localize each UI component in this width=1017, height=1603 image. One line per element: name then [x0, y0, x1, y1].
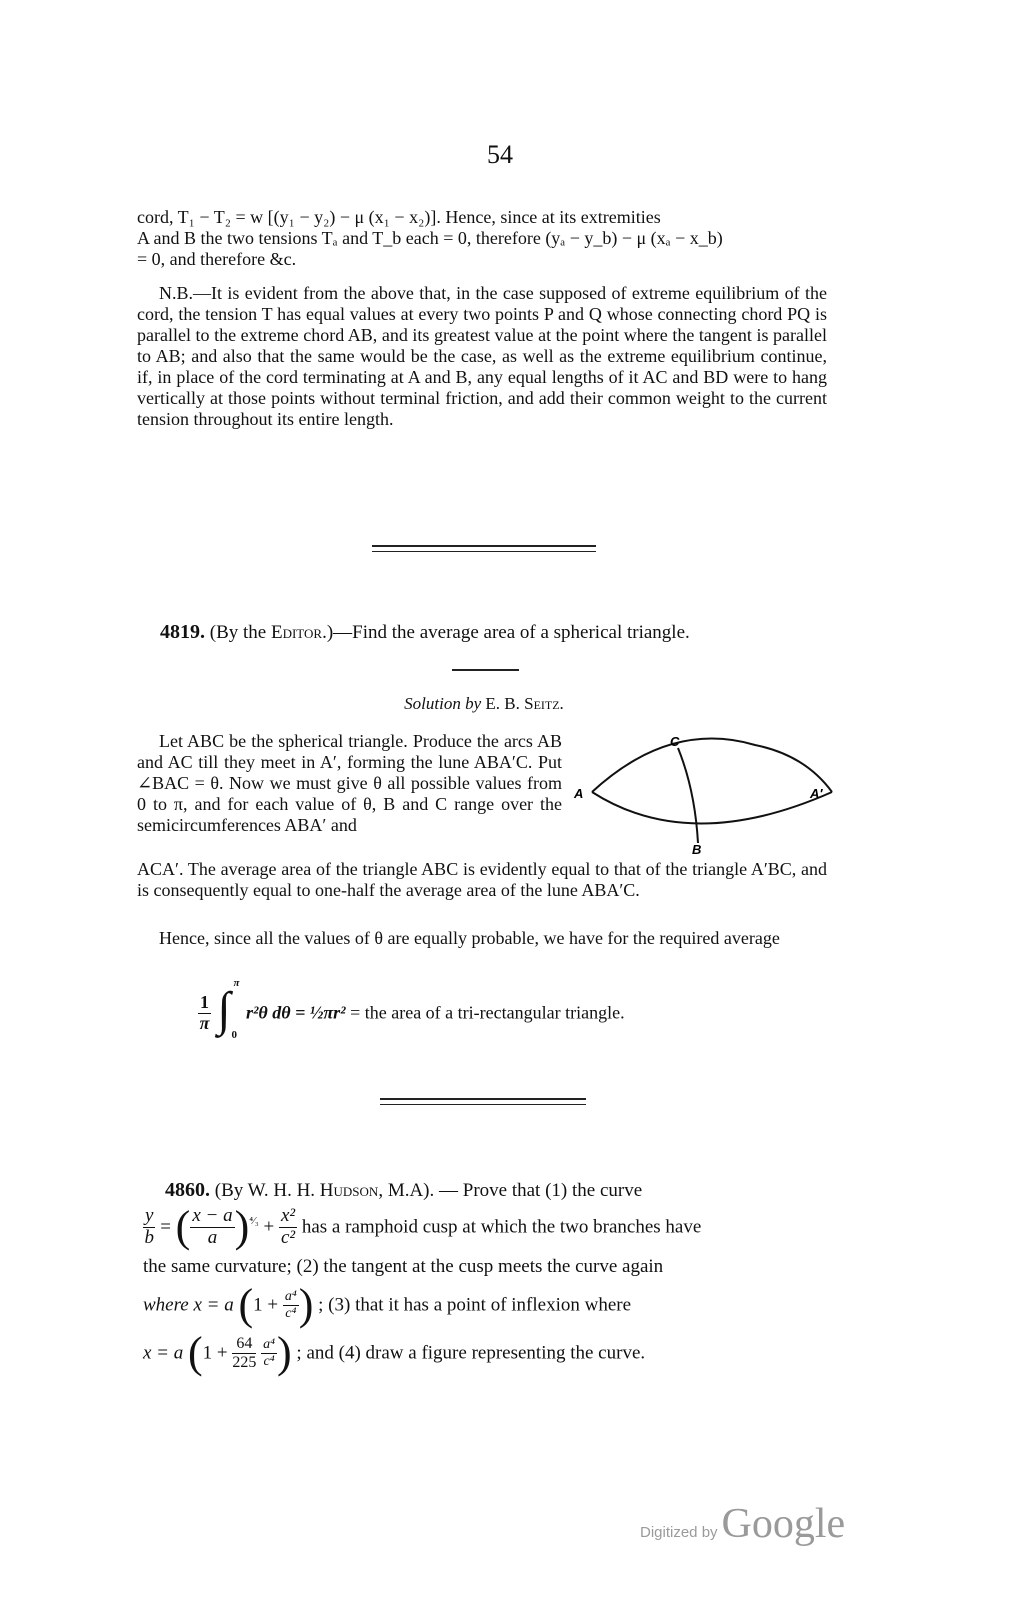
problem-line-2: the same curvature; (2) the tangent at the cusp meets the curve again [143, 1256, 664, 1277]
lower-arc [592, 792, 832, 824]
author: Editor [270, 622, 323, 643]
text-line: A and B the two tensions Tₐ and T_b each = 0, therefore (yₐ − y_b) − μ (xₐ − x_b) [137, 228, 723, 248]
section-separator [372, 545, 596, 552]
by-label: (By W. H. H. [214, 1180, 320, 1201]
solution-paragraph-2: Hence, since all the values of θ are equally probable, we have for the required average [159, 928, 780, 948]
label-a: A [574, 786, 584, 801]
author: Hudson [319, 1180, 379, 1201]
solution-credit [0, 694, 968, 714]
problem-number: 4819. [160, 621, 205, 643]
google-logo: Google [721, 1501, 846, 1547]
problem-statement: , M.A). — Prove that (1) the curve [378, 1180, 643, 1201]
curve-equation-line: $\frac{y}{b}$ = ( $\frac{x - a}{a}$ )$^{^4⁄_3}$ + $\frac{\text{x²}}{\text{c²}}$ has a ramphoid cusp at which the two branches have [144, 1202, 702, 1251]
section-separator [380, 1098, 586, 1105]
problem-line-3: where x = a (1 + $\frac{\text{a⁴}}{\text{c⁴}}$ ) ; (3) that it has a point of inflexion where [143, 1280, 632, 1329]
continuation-paragraph [137, 207, 827, 270]
formula-result: = the area of a tri-rectangular triangle. [345, 1002, 625, 1023]
average-formula [198, 977, 625, 1043]
solution-label: Solution by [404, 694, 482, 713]
label-b: B [692, 842, 702, 855]
problem-line-4: x = a (1 + $\frac{64}{225}$ $\frac{\text{a⁴}}{\text{c⁴}}$ ) ; and (4) draw a figure representing the curve. [143, 1328, 646, 1377]
problem-4819-heading [160, 622, 840, 643]
fraction: $\frac{1}{\pi}$ [199, 991, 210, 1033]
short-rule [452, 669, 519, 671]
by-label: (By the [209, 622, 271, 643]
integrand: r²θ dθ = ½πr² [246, 1002, 346, 1023]
nb-paragraph: N.B.—It is evident from the above that, in the case supposed of extreme equilibrium of the cord, the tension T has equal values at every two points P and Q whose connecting chord PQ is parallel to the extreme chord AB, and its greatest value at the point where the tangent is parallel to AB; and also that the same would be the case, as well as the extreme equilibrium continue, if, in place of the cord terminating at A and B, any equal lengths of it AC and BD were to hang vertically at those points without terminal friction, and add their common weight to the current tension throughout its entire length. [137, 283, 827, 429]
upper-arc [592, 739, 832, 792]
text-line: cord, T₁ − T₂ = w [(y₁ − y₂) − μ (x₁ − x₂)]. Hence, since at its extremities [137, 207, 661, 227]
problem-4860-heading [165, 1180, 833, 1201]
lune-figure [570, 730, 840, 855]
page-number: 54 [487, 140, 513, 169]
arc-cb [678, 748, 698, 843]
digitized-by-google-watermark: Digitized by Google [640, 1501, 846, 1547]
label-c: C [670, 734, 680, 749]
solution-paragraph: Let ABC be the spherical triangle. Produce the arcs AB and AC till they meet in A′, forming the lune ABA′C. Put ∠BAC = θ. Now we must give θ all possible values from 0 to π, and for each value of θ, B and C range over the semicircumferences ABA′ and [137, 731, 562, 835]
problem-statement: .)—Find the average area of a spherical triangle. [322, 622, 690, 643]
solution-paragraph-continued: ACA′. The average area of the triangle ABC is evidently equal to that of the triangle A′BC, and is consequently equal to one-half the average area of the lune ABA′C. [137, 859, 827, 900]
problem-number: 4860. [165, 1179, 210, 1201]
label-a-prime: A′ [810, 786, 823, 801]
text-line: = 0, and therefore &c. [137, 249, 297, 269]
integral-sign: ∫ π 0 [217, 977, 240, 1041]
solver: E. B. Seitz. [485, 694, 564, 713]
